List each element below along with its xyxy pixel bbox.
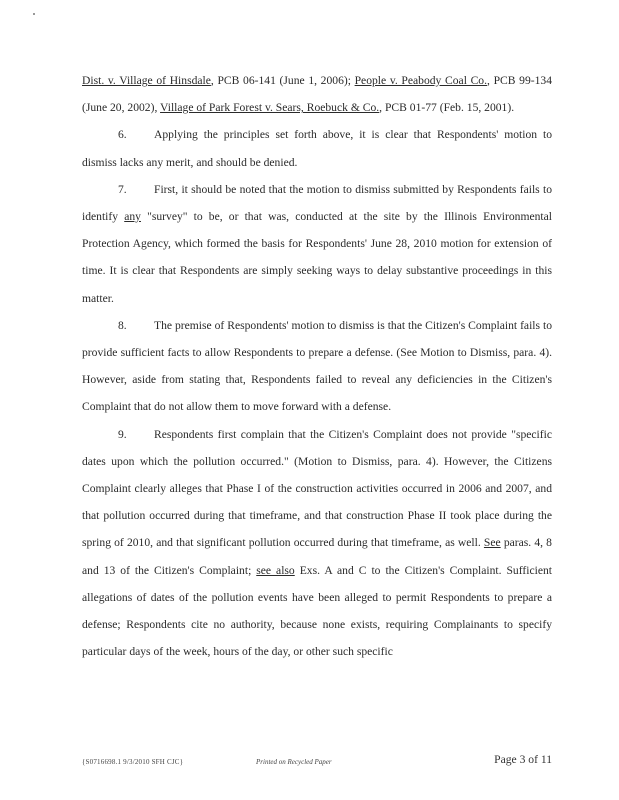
- paragraph-text: Respondents first complain that the Citizen's Complaint does not provide "specific dates upon which the pollution occurred." (Motion to Dismiss, para. 4). However, the Citizens Complaint clearly alleges that Phase I of the construction activities occurred in 2006 and 2007, and that pollution occurred during that timeframe, and that construction Phase II took place during the spring of 2010, and that significant pollution occurred during that timeframe, as well.: [82, 427, 552, 550]
- paragraph-text: , PCB 06-141 (June 1, 2006);: [210, 74, 355, 87]
- document-body: [82, 67, 552, 665]
- footer-doc-id: {S0716698.1 9/3/2010 SFH CJC}: [82, 758, 184, 766]
- paragraph-text: , PCB 01-77 (Feb. 15, 2001).: [379, 101, 515, 115]
- paragraph-7: [82, 176, 552, 312]
- paragraph-text: The premise of Respondents' motion to dismiss is that the Citizen's Complaint fails to provide sufficient facts to allow Respondents to prepare a defense. (See Motion to Dismiss, para. 4). However, aside from stating that, Respondents failed to reveal any deficiencies in the Citizen's Complaint that do not allow them to move forward with a defense.: [82, 318, 552, 414]
- underlined-citation: any: [124, 210, 141, 224]
- scan-speck: [33, 13, 35, 15]
- paragraph-9: [82, 421, 552, 666]
- paragraph-8: [82, 312, 552, 421]
- paragraph-text: First, it should be noted that the motion to dismiss submitted by Respondents fails to identify: [82, 182, 552, 224]
- paragraph-text: paras. 4, 8 and 13 of the Citizen's Complaint;: [82, 536, 552, 577]
- underlined-citation: Dist. v. Village of Hinsdale: [82, 74, 211, 87]
- underlined-citation: Village of Park Forest v. Sears, Roebuck & Co.: [160, 101, 380, 115]
- underlined-citation: See: [483, 536, 501, 550]
- paragraph-text: Exs. A and C to the Citizen's Complaint. Sufficient allegations of dates of the pollution events have been alleged to permit Respondents to prepare a defense; Respondents cite no authority, because none exists, requiring Complainants to specify particular days of the week, hours of the day, or other such specific: [82, 563, 552, 659]
- paragraph-number: 7.: [118, 182, 127, 196]
- paragraph-text: "survey" to be, or that was, conducted at the site by the Illinois Environmental Protection Agency, which formed the basis for Respondents' June 28, 2010 motion for extension of time. It is clear that Respondents are simply seeking ways to delay substantive proceedings in this matter.: [82, 210, 552, 305]
- page-footer: [82, 750, 552, 770]
- footer-recycled-note: Printed on Recycled Paper: [256, 758, 332, 766]
- underlined-citation: see also: [256, 563, 295, 577]
- paragraph-text: Applying the principles set forth above, it is clear that Respondents' motion to dismiss lacks any merit, and should be denied.: [82, 128, 552, 169]
- paragraph-continuation: [82, 67, 552, 121]
- footer-page-number: Page 3 of 11: [494, 753, 552, 766]
- paragraph-number: 9.: [118, 427, 127, 441]
- paragraph-number: 6.: [118, 128, 127, 142]
- paragraph-text: , PCB 99-134 (June 20, 2002),: [82, 74, 552, 115]
- paragraph-6: [82, 121, 552, 175]
- paragraph-number: 8.: [118, 318, 127, 332]
- underlined-citation: People v. Peabody Coal Co.: [354, 74, 488, 87]
